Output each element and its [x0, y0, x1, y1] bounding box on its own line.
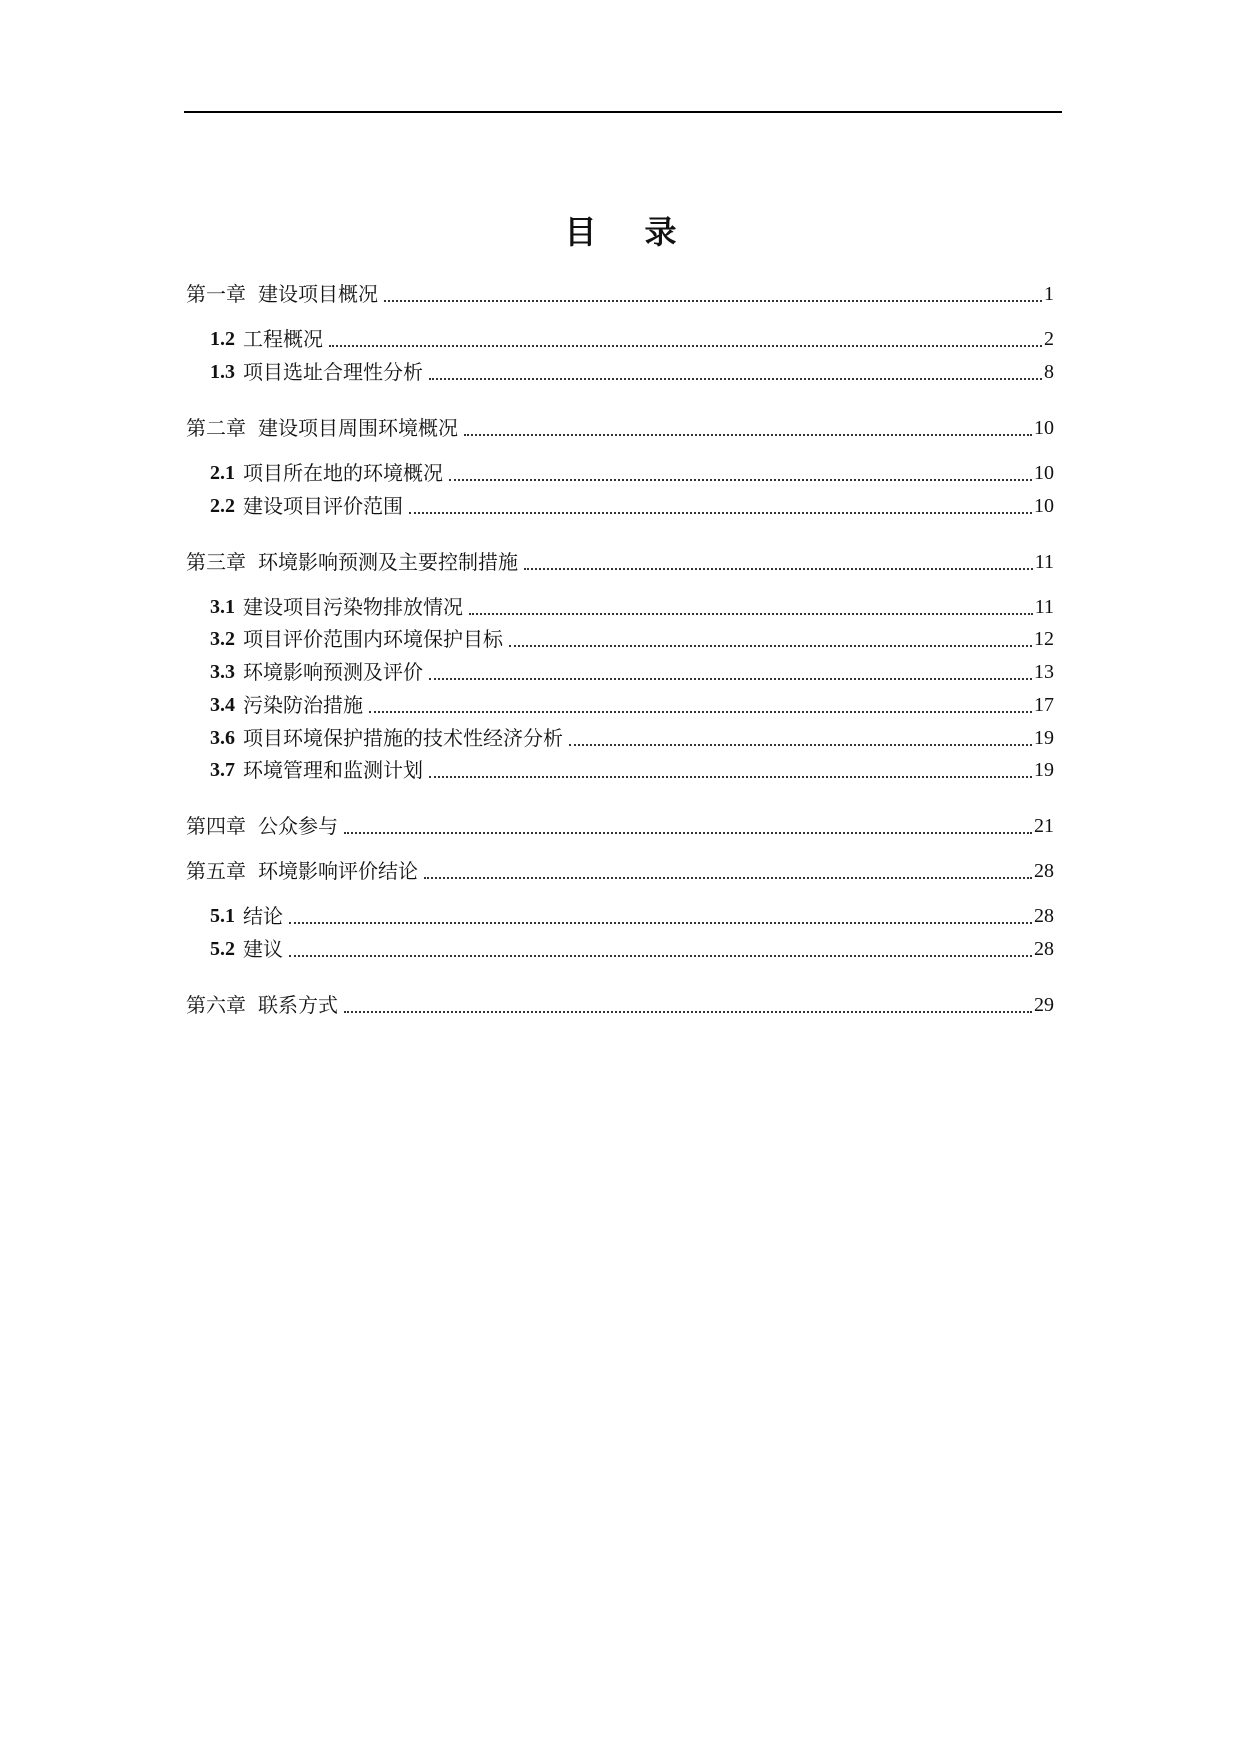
toc-entry-title: 环境影响预测及评价 — [243, 660, 423, 684]
toc-chapter-entry[interactable] — [186, 278, 1054, 308]
toc-page-number: 1 — [1044, 283, 1054, 305]
toc-page-number: 28 — [1034, 938, 1054, 960]
toc-section-entry[interactable] — [210, 933, 1054, 963]
toc-entry-title: 联系方式 — [258, 993, 338, 1017]
toc-section-entry[interactable] — [210, 900, 1054, 930]
toc-section-number: 5.2 — [210, 938, 235, 960]
toc-page-number: 10 — [1034, 417, 1054, 439]
toc-entry-title: 建设项目概况 — [258, 282, 378, 306]
toc-section-number: 2.1 — [210, 462, 235, 484]
toc-chapter-entry[interactable] — [186, 810, 1054, 840]
toc-page-number: 19 — [1034, 759, 1054, 781]
toc-section-number: 3.7 — [210, 759, 235, 781]
toc-dot-leader — [409, 512, 1032, 514]
toc-entry-title: 环境影响预测及主要控制措施 — [258, 550, 518, 574]
toc-dot-leader — [369, 711, 1032, 713]
toc-entry-title: 建设项目污染物排放情况 — [243, 595, 463, 619]
toc-page-number: 28 — [1034, 905, 1054, 927]
toc-entry-title: 工程概况 — [243, 327, 323, 351]
toc-entry-title: 项目环境保护措施的技术性经济分析 — [243, 726, 563, 750]
toc-section-entry[interactable] — [210, 656, 1054, 686]
toc-entry-title: 公众参与 — [258, 814, 338, 838]
toc-section-number: 3.2 — [210, 628, 235, 650]
toc-dot-leader — [464, 434, 1032, 436]
toc-section-number: 3.4 — [210, 694, 235, 716]
toc-dot-leader — [429, 678, 1032, 680]
toc-dot-leader — [424, 877, 1032, 879]
toc-section-entry[interactable] — [210, 490, 1054, 520]
toc-entry-title: 建设项目周围环境概况 — [258, 416, 458, 440]
toc-chapter-label: 第一章 — [186, 282, 246, 306]
toc-section-entry[interactable] — [210, 689, 1054, 719]
toc-dot-leader — [289, 922, 1032, 924]
toc-page-number: 29 — [1034, 994, 1054, 1016]
toc-entry-title: 项目所在地的环境概况 — [243, 461, 443, 485]
toc-dot-leader — [469, 613, 1033, 615]
header-rule — [184, 111, 1062, 113]
toc-dot-leader — [429, 378, 1042, 380]
toc-page-number: 11 — [1034, 596, 1054, 618]
toc-chapter-entry[interactable] — [186, 412, 1054, 442]
toc-dot-leader — [449, 479, 1032, 481]
toc-page-number: 28 — [1034, 860, 1054, 882]
toc-page-number: 17 — [1034, 694, 1054, 716]
toc-page-number: 10 — [1034, 462, 1054, 484]
toc-title-char-2: 录 — [644, 213, 677, 251]
toc-dot-leader — [429, 776, 1032, 778]
toc-chapter-label: 第六章 — [186, 993, 246, 1017]
toc-page-number: 8 — [1044, 361, 1054, 383]
toc-page-number: 13 — [1034, 661, 1054, 683]
toc-section-number: 3.6 — [210, 727, 235, 749]
toc-section-number: 3.3 — [210, 661, 235, 683]
toc-dot-leader — [569, 744, 1032, 746]
toc-entry-title: 项目评价范围内环境保护目标 — [243, 627, 503, 651]
toc-section-entry[interactable] — [210, 722, 1054, 752]
toc-page-number: 10 — [1034, 495, 1054, 517]
toc-section-entry[interactable] — [210, 591, 1054, 621]
toc-entry-title: 项目选址合理性分析 — [243, 360, 423, 384]
toc-section-number: 5.1 — [210, 905, 235, 927]
toc-dot-leader — [344, 832, 1032, 834]
toc-section-number: 2.2 — [210, 495, 235, 517]
toc-dot-leader — [289, 955, 1032, 957]
toc-page-number: 19 — [1034, 727, 1054, 749]
toc-page-number: 11 — [1034, 551, 1054, 573]
toc-entry-title: 建设项目评价范围 — [243, 494, 403, 518]
toc-section-entry[interactable] — [210, 323, 1054, 353]
toc-dot-leader — [329, 345, 1042, 347]
toc-chapter-label: 第二章 — [186, 416, 246, 440]
toc-section-number: 3.1 — [210, 596, 235, 618]
toc-page-number: 2 — [1044, 328, 1054, 350]
toc-section-number: 1.3 — [210, 361, 235, 383]
toc-entry-title: 结论 — [243, 904, 283, 928]
toc-title — [0, 210, 1241, 254]
toc-chapter-entry[interactable] — [186, 546, 1054, 576]
toc-section-entry[interactable] — [210, 356, 1054, 386]
toc-title-char-1: 目 — [564, 213, 597, 251]
toc-entry-title: 污染防治措施 — [243, 693, 363, 717]
toc-page-number: 12 — [1034, 628, 1054, 650]
toc-dot-leader — [524, 568, 1033, 570]
toc-chapter-entry[interactable] — [186, 855, 1054, 885]
toc-section-entry[interactable] — [210, 754, 1054, 784]
toc-dot-leader — [384, 300, 1042, 302]
toc-entry-title: 建议 — [243, 937, 283, 961]
toc-chapter-label: 第三章 — [186, 550, 246, 574]
toc-section-entry[interactable] — [210, 457, 1054, 487]
toc-section-number: 1.2 — [210, 328, 235, 350]
toc-chapter-label: 第五章 — [186, 859, 246, 883]
toc-entry-title: 环境管理和监测计划 — [243, 758, 423, 782]
toc-page-number: 21 — [1034, 815, 1054, 837]
toc-chapter-label: 第四章 — [186, 814, 246, 838]
toc-chapter-entry[interactable] — [186, 989, 1054, 1019]
toc-section-entry[interactable] — [210, 623, 1054, 653]
toc-entry-title: 环境影响评价结论 — [258, 859, 418, 883]
toc-dot-leader — [344, 1011, 1032, 1013]
toc-dot-leader — [509, 645, 1032, 647]
